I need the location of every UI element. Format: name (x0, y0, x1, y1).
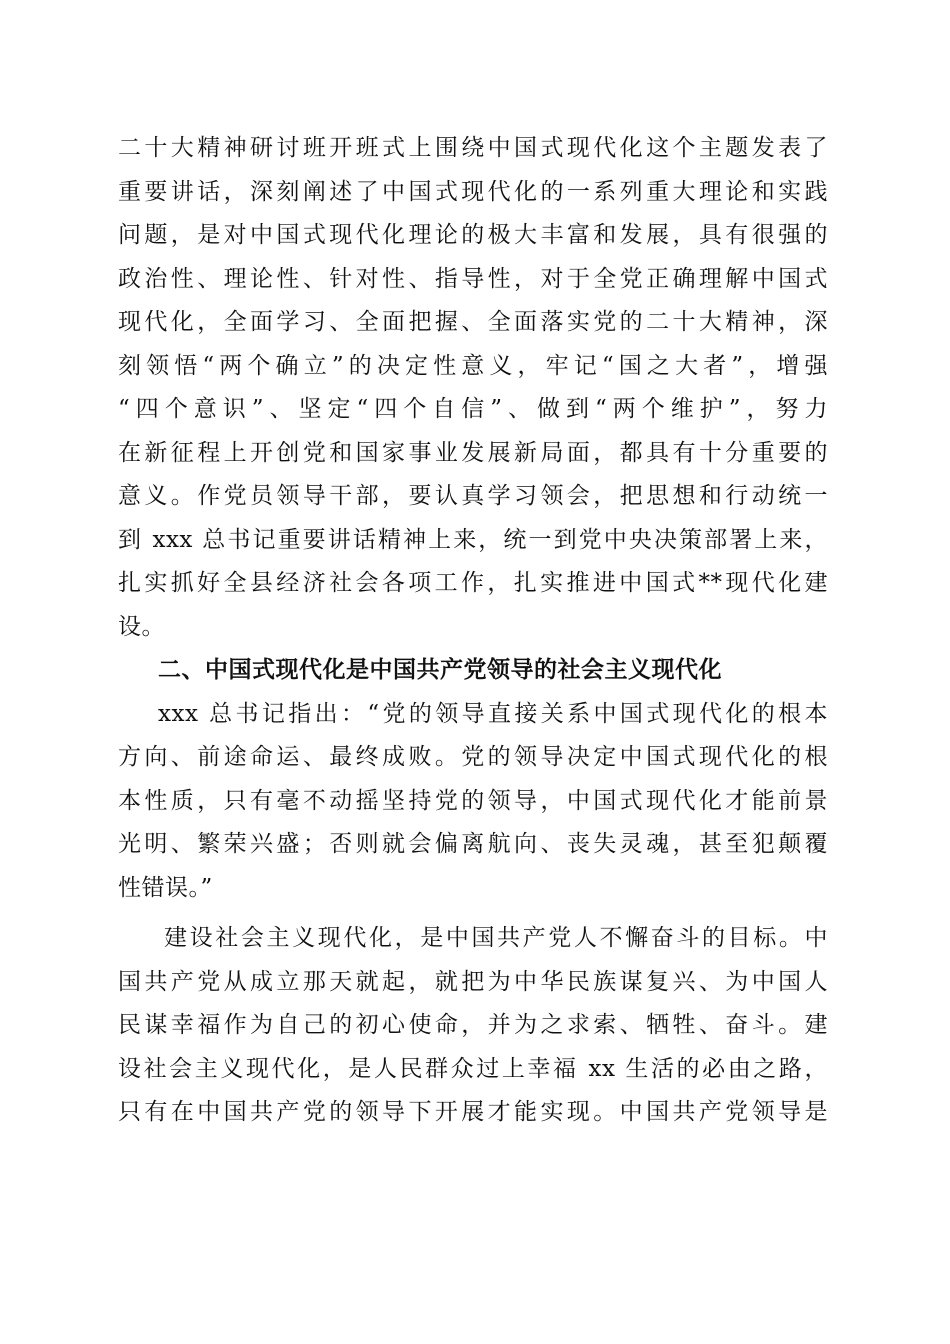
text-line: 性错误。” (118, 874, 213, 901)
text-line: 在新征程上开创党和国家事业发展新局面，都具有十分重要的 (118, 439, 828, 466)
text-line: xxx 总书记指出：“党的领导直接关系中国式现代化的根本 (158, 700, 828, 727)
text-line: 建设社会主义现代化，是中国共产党人不懈奋斗的目标。中 (164, 925, 828, 951)
document-body (118, 127, 828, 1135)
section-heading: 二、中国式现代化是中国共产党领导的社会主义现代化 (158, 657, 722, 683)
text-line: 设社会主义现代化，是人民群众过上幸福 xx 生活的必由之路， (118, 1055, 828, 1082)
text-line: 民谋幸福作为自己的初心使命，并为之求索、牺牲、奋斗。建 (118, 1012, 828, 1038)
text-line: 刻领悟“两个确立”的决定性意义，牢记“国之大者”，增强 (118, 352, 828, 379)
text-line: 二十大精神研讨班开班式上围绕中国式现代化这个主题发表了 (118, 135, 828, 161)
text-line: 重要讲话，深刻阐述了中国式现代化的一系列重大理论和实践 (118, 178, 828, 205)
text-line: 国共产党从成立那天就起，就把为中华民族谋复兴、为中国人 (118, 968, 828, 995)
text-line: 扎实抓好全县经济社会各项工作，扎实推进中国式**现代化建 (118, 570, 828, 596)
text-line: 设。 (118, 613, 165, 640)
paragraph-gap (118, 910, 828, 917)
paragraph-1 (118, 127, 828, 649)
text-line: 政治性、理论性、针对性、指导性，对于全党正确理解中国式 (118, 265, 828, 292)
text-line: 到 xxx 总书记重要讲话精神上来，统一到党中央决策部署上来， (118, 526, 828, 553)
text-line: 问题，是对中国式现代化理论的极大丰富和发展，具有很强的 (118, 222, 828, 248)
text-line: 方向、前途命运、最终成败。党的领导决定中国式现代化的根 (118, 744, 828, 770)
text-line: 只有在中国共产党的领导下开展才能实现。中国共产党领导是 (118, 1099, 828, 1125)
text-line: 光明、繁荣兴盛；否则就会偏离航向、丧失灵魂，甚至犯颠覆 (118, 831, 828, 857)
text-line: 现代化，全面学习、全面把握、全面落实党的二十大精神，深 (118, 309, 828, 335)
text-line: “四个意识”、坚定“四个自信”、做到“两个维护”，努力 (118, 396, 828, 422)
text-line: 意义。作党员领导干部，要认真学习领会，把思想和行动统一 (118, 483, 828, 509)
paragraph-3 (118, 917, 828, 1135)
quote-paragraph (118, 693, 828, 911)
text-line: 本性质，只有毫不动摇坚持党的领导，中国式现代化才能前景 (118, 787, 828, 814)
